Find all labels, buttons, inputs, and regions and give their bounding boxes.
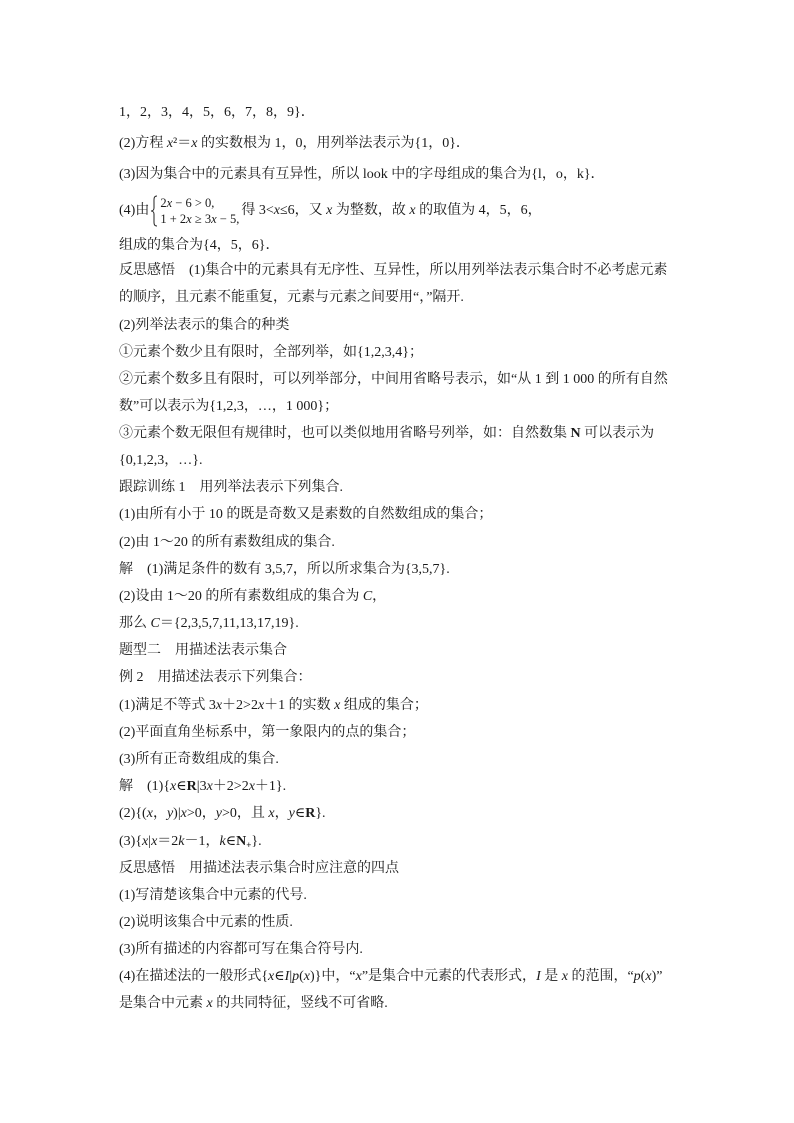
number-set-symbol: N [570, 426, 581, 441]
math-variable: p [292, 969, 300, 984]
text-run: 得 3< [241, 203, 274, 218]
text-run: ( [299, 969, 304, 984]
math-variable: x [206, 996, 213, 1011]
text-run: (2)设由 1～20 的所有素数组成的集合为 [119, 589, 363, 604]
text-run: 用描述法表示下列集合： [143, 670, 312, 685]
text-run: ∈ [176, 779, 187, 794]
text-run: ∈ [274, 969, 285, 984]
text-run: 为整数，故 [332, 203, 410, 218]
text-run: (1)满足不等式 3 [119, 698, 216, 713]
list-type-3-line [119, 425, 654, 443]
text-run: 的范围，“ [567, 969, 634, 984]
text-run: ＋2>2 [222, 698, 258, 713]
practice-1-solution-2-continued [119, 615, 299, 633]
text-run: (2)方程 [119, 136, 167, 151]
example-label: 例 2 [119, 670, 144, 685]
text-run: 可以表示为 [580, 426, 655, 441]
math-variable: x [334, 698, 341, 713]
math-variable: x [645, 969, 652, 984]
left-brace-icon [150, 195, 158, 227]
practice-1-solution-1 [119, 561, 450, 579]
reflection-2-point-2 [119, 914, 293, 932]
inequality-rows [160, 195, 239, 227]
text-run: ， [372, 589, 387, 604]
text-run: (1)由所有小于 10 的既是奇数又是素数的自然数组成的集合； [119, 507, 493, 522]
inequality-system [150, 195, 239, 227]
solution-label: 解 [119, 562, 133, 577]
text-run: (1)满足条件的数有 3,5,7，所以所求集合为{3,5,7}. [133, 562, 450, 577]
list-type-2-continued-line [119, 398, 338, 416]
text-run: }. [251, 834, 262, 849]
reflection-1-line [119, 262, 667, 280]
text-run: ≥ 3 [191, 212, 212, 226]
reflection-1-continued-line [119, 289, 464, 307]
math-variable: x [248, 779, 255, 794]
answer-3-line [119, 166, 605, 184]
example-2-question-2 [119, 724, 415, 742]
text-run: 的共同特征，竖线不可省略. [212, 996, 388, 1011]
number-set-symbol: R [186, 779, 197, 794]
number-set-symbol: R [305, 806, 316, 821]
text-run: 1，2，3，4，5，6，7，8，9}． [119, 105, 315, 120]
text-run: ＋1 的实数 [264, 698, 335, 713]
text-run: ②元素个数多且有限时，可以列举部分，中间用省略号表示，如“从 1 到 1 000 的所有自然 [119, 372, 668, 387]
math-variable: x [166, 196, 173, 210]
text-run: ＝{2,3,5,7,11,13,17,19}. [159, 616, 299, 631]
inequality-row-1 [160, 195, 239, 211]
math-variable: x [180, 806, 187, 821]
reflection-label: 反思感悟 [119, 263, 175, 278]
text-run: >0， [186, 806, 216, 821]
practice-1-heading [119, 479, 343, 497]
list-types-heading [119, 317, 289, 335]
number-set-symbol: N [236, 834, 247, 849]
math-variable: p [633, 969, 641, 984]
text-run: | [289, 969, 293, 984]
answer-2-line [119, 135, 470, 153]
text-run: | [148, 834, 152, 849]
text-run: 组成的集合为{4，5，6}． [119, 238, 280, 253]
text-run: ＋2>2 [212, 779, 249, 794]
text-run: 用列举法表示下列集合. [185, 480, 343, 495]
text-run: (3)因为集合中的元素具有互异性，所以 look 中的字母组成的集合为{l，o，k}． [119, 167, 605, 182]
text-run: ③元素个数无限但有规律时，也可以类似地用省略号列举，如：自然数集 [119, 426, 571, 441]
text-run: (2)平面直角坐标系中，第一象限内的点的集合； [119, 725, 416, 740]
math-variable: x [303, 969, 311, 984]
text-run: )}中，“ [310, 969, 356, 984]
math-variable: x [206, 779, 213, 794]
text-run: ”是集合中元素的代表形式， [361, 969, 537, 984]
text-run: {0,1,2,3，…}. [119, 453, 203, 468]
math-variable: C [150, 616, 160, 631]
inequality-row-2 [160, 211, 239, 227]
answer-1-continued-line [119, 104, 315, 122]
list-type-1-line [119, 344, 423, 362]
practice-1-question-1 [119, 506, 492, 524]
text-run: ∈ [225, 834, 237, 849]
reflection-2-heading [119, 860, 399, 878]
text-run: 数”可以表示为{1,2,3，…，1 000}； [119, 399, 339, 414]
text-run: 那么 [119, 616, 151, 631]
math-variable: x [273, 203, 280, 218]
text-run: 的实数根为 1，0，用列举法表示为{1，0}． [197, 136, 470, 151]
text-run: 是集合中元素 [119, 996, 207, 1011]
text-run: 的顺序，且元素不能重复，元素与元素之间要用“，”隔开. [119, 290, 464, 305]
math-variable: k [219, 834, 226, 849]
text-run: 组成的集合； [340, 698, 428, 713]
reflection-2-point-1 [119, 887, 307, 905]
example-2-solution-3 [119, 833, 262, 851]
text-run: (2)说明该集合中元素的性质. [119, 915, 293, 930]
math-variable: x [326, 203, 333, 218]
text-run: }. [315, 806, 326, 821]
text-run: (3){ [119, 834, 143, 849]
math-variable: C [362, 589, 373, 604]
math-variable: x [142, 834, 149, 849]
reflection-2-point-4-continued [119, 995, 388, 1013]
text-run: − 5, [216, 212, 240, 226]
practice-1-question-2 [119, 534, 335, 552]
math-variable: x [268, 806, 275, 821]
text-run: )| [173, 806, 181, 821]
text-run: 用描述法表示集合时应注意的四点 [175, 861, 399, 876]
practice-1-solution-2 [119, 588, 386, 606]
text-run: )” [651, 969, 663, 984]
math-variable: x [409, 203, 416, 218]
text-run: (2){( [119, 806, 147, 821]
text-run: (1)写清楚该集合中元素的代号. [119, 888, 307, 903]
example-2-question-3 [119, 751, 279, 769]
text-run: 2 [160, 196, 167, 210]
example-2-heading [119, 669, 312, 687]
text-run: (2)由 1～20 的所有素数组成的集合. [119, 535, 335, 550]
math-variable: x [211, 212, 217, 226]
math-variable: x [561, 969, 568, 984]
section-heading-type-2 [119, 642, 287, 660]
math-variable: k [178, 834, 185, 849]
math-variable: y [166, 806, 174, 821]
math-variable: x [186, 212, 192, 226]
math-variable: y [288, 806, 295, 821]
list-type-2-line [119, 371, 668, 389]
example-2-question-1 [119, 697, 428, 715]
practice-label: 跟踪训练 1 [119, 480, 186, 495]
text-run: 的取值为 4，5，6， [415, 203, 542, 218]
solution-label: 解 [119, 779, 133, 794]
example-2-solution-2 [119, 805, 326, 823]
text-run: (1){ [133, 779, 171, 794]
math-variable: y [215, 806, 222, 821]
list-type-3-continued-line [119, 452, 202, 470]
reflection-label: 反思感悟 [119, 861, 175, 876]
text-run: (3)所有正奇数组成的集合. [119, 752, 279, 767]
text-run: ≤6，又 [279, 203, 327, 218]
math-variable: x [191, 136, 198, 151]
text-run: ＝2 [157, 834, 179, 849]
text-run: ， [152, 806, 167, 821]
math-variable: x [355, 969, 362, 984]
text-run: 1 + 2 [160, 212, 187, 226]
text-run: 用描述法表示集合 [161, 643, 287, 658]
text-run: >0，且 [221, 806, 269, 821]
math-variable: x [166, 136, 174, 151]
subscript: + [246, 840, 252, 850]
math-variable: I [536, 969, 541, 984]
text-run: (3)所有描述的内容都可写在集合符号内. [119, 942, 363, 957]
text-run: ， [274, 806, 289, 821]
text-run: ²＝ [173, 136, 192, 151]
math-variable: x [170, 779, 177, 794]
text-run: (4)由 [119, 203, 150, 218]
text-run: − 6 > 0, [172, 196, 215, 210]
text-run: |3 [196, 779, 207, 794]
text-run: ＋1}. [254, 779, 287, 794]
math-variable: x [151, 834, 158, 849]
math-variable: x [257, 698, 265, 713]
text-run: 是 [540, 969, 562, 984]
text-run: －1， [184, 834, 220, 849]
section-label: 题型二 [119, 643, 161, 658]
text-run: (4)在描述法的一般形式{ [119, 969, 269, 984]
answer-4-continued-line [119, 237, 279, 255]
math-variable: I [284, 969, 290, 984]
reflection-2-point-3 [119, 941, 363, 959]
answer-4-line [119, 194, 542, 228]
math-variable: x [268, 969, 275, 984]
text-run: ( [640, 969, 646, 984]
text-run: (2)列举法表示的集合的种类 [119, 318, 290, 333]
text-run: ①元素个数少且有限时，全部列举，如{1,2,3,4}； [119, 345, 423, 360]
text-run: (1)集合中的元素具有无序性、互异性，所以用列举法表示集合时不必考虑元素 [175, 263, 668, 278]
reflection-2-point-4 [119, 968, 662, 986]
text-run: ∈ [294, 806, 306, 821]
math-variable: x [146, 806, 153, 821]
example-2-solution-1 [119, 778, 286, 796]
math-variable: x [215, 698, 223, 713]
answer-4-tail [241, 202, 541, 220]
